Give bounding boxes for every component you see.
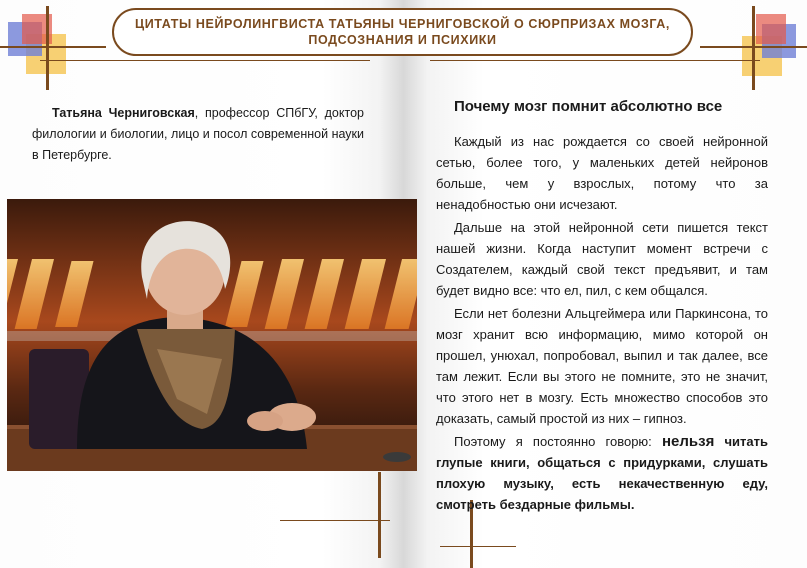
bottom-rule-left <box>280 520 390 521</box>
article-quote-emphasis: нельзя <box>661 433 715 450</box>
article-paragraph-1: Каждый из нас рождается со своей нейронной сетью, более того, у маленьких детей нейронов больше, чем у взрослых, потому что за ненадобностью они исчезают. <box>436 134 768 212</box>
caption-text: , профессор СПбГУ, доктор филологии и биологии, лицо и посол современной науки в Петербурге. <box>32 106 364 162</box>
page-title: ЦИТАТЫ НЕЙРОЛИНГВИСТА ТАТЬЯНЫ ЧЕРНИГОВСКОЙ О СЮРПРИЗАХ МОЗГА, ПОДСОЗНАНИЯ И ПСИХИКИ <box>134 17 670 47</box>
bottom-decoration-left <box>378 472 381 558</box>
article-paragraph-2: Дальше на этой нейронной сети пишется текст нашей жизни. Когда наступит момент встречи с Создателем, каждый свой текст предъявит, и там будет видно все: что ел, пил, с кем общался. <box>436 220 768 298</box>
bottom-rule-right <box>440 546 516 547</box>
article <box>436 97 768 517</box>
photo-caption <box>32 103 364 166</box>
article-subtitle: Почему мозг помнит абсолютно все <box>454 98 723 115</box>
article-paragraph-3: Если нет болезни Альцгеймера или Паркинсона, то мозг хранит всю информацию, мимо которой он прошел, унюхал, попробовал, выпил и так далее, все там лежит. Если вы этого не помните, это не значит, что этого нет в мозгу. Есть множество способов это доказать, самый простой из них – гипноз. <box>436 306 768 426</box>
caption-name: Татьяна Черниговская <box>52 106 195 120</box>
article-quote-bold: читать глупые книги, общаться с придурками, слушать плохую музыку, есть некачественную еду, смотреть бездарные фильмы. <box>436 434 769 512</box>
article-paragraph-4 <box>436 431 768 515</box>
header-rule-right <box>430 60 760 61</box>
article-quote-intro: Поэтому я постоянно говорю: <box>454 434 662 449</box>
header-banner <box>112 8 693 56</box>
header-rule-left <box>40 60 370 61</box>
portrait-photo <box>7 199 417 471</box>
